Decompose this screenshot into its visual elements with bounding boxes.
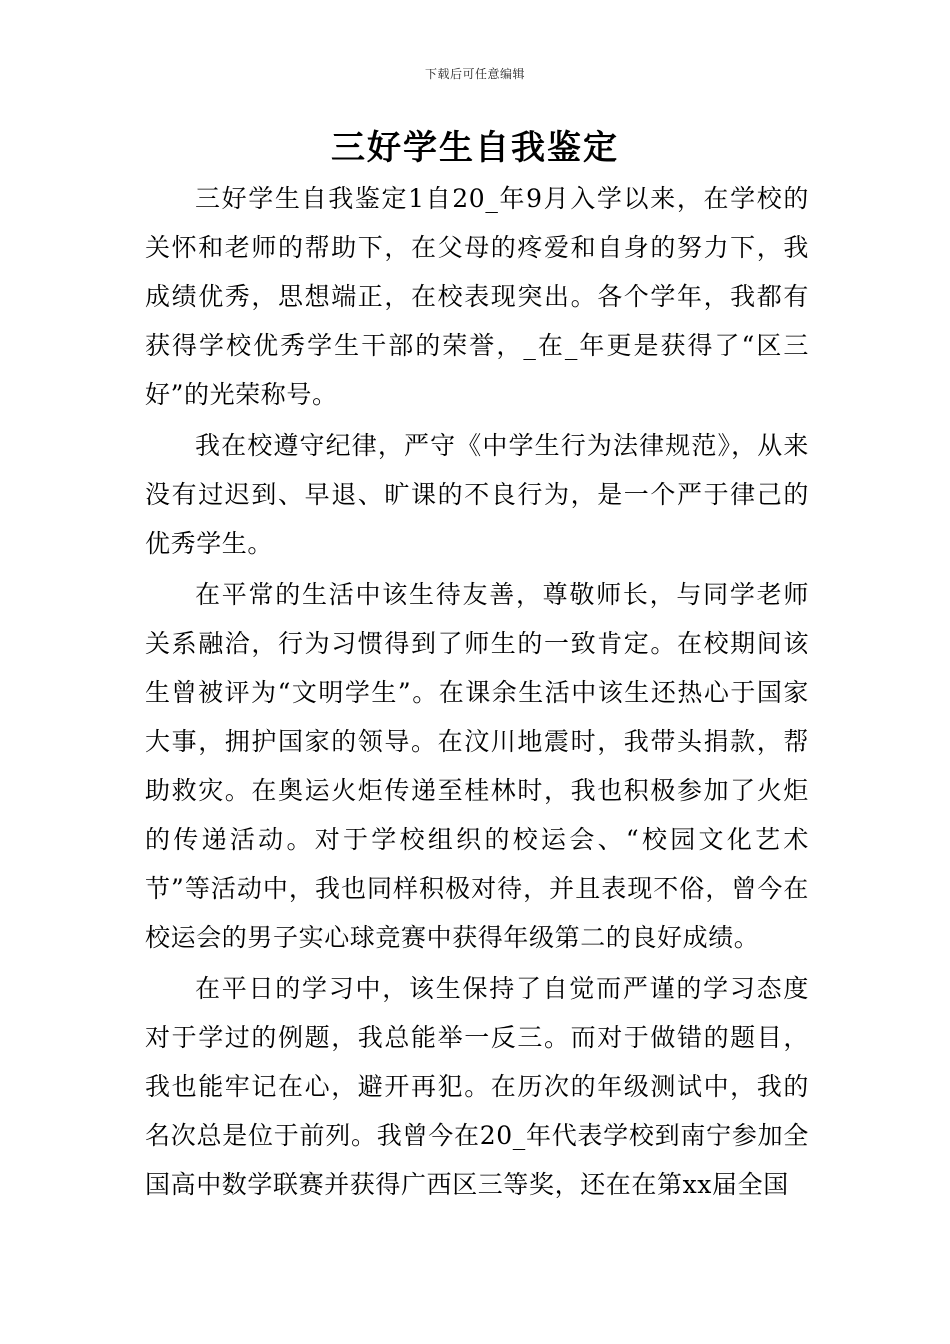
paragraph-4: 在平日的学习中，该生保持了自觉而严谨的学习态度对于学过的例题，我总能举一反三。而对于做错的题目，我也能牢记在心，避开再犯。在历次的年级测试中，我的名次总是位于前列。我曾今在20_年代表学校到南宁参加全国高中数学联赛并获得广西区三等奖，还在在第xx届全国: [145, 974, 809, 1199]
header-note: 下载后可任意编辑: [424, 67, 525, 81]
paragraph-2: 我在校遵守纪律，严守《中学生行为法律规范》，从来没有过迟到、早退、旷课的不良行为，是一个严于律己的优秀学生。: [145, 431, 809, 558]
paragraph-1: 三好学生自我鉴定1自20_年9月入学以来，在学校的关怀和老师的帮助下，在父母的疼爱和自身的努力下，我成绩优秀，思想端正，在校表现突出。各个学年，我都有获得学校优秀学生干部的荣誉，_在_年更是获得了“区三好”的光荣称号。: [145, 184, 809, 409]
document-title: 三好学生自我鉴定: [331, 128, 619, 168]
paragraph-3: 在平常的生活中该生待友善，尊敬师长，与同学老师关系融洽，行为习惯得到了师生的一致肯定。在校期间该生曾被评为“文明学生”。在课余生活中该生还热心于国家大事，拥护国家的领导。在汶川地震时，我带头捐款，帮助救灾。在奥运火炬传递至桂林时，我也积极参加了火炬的传递活动。对于学校组织的校运会、“校园文化艺术节”等活动中，我也同样积极对待，并且表现不俗，曾今在校运会的男子实心球竞赛中获得年级第二的良好成绩。: [145, 580, 809, 952]
document-body: [145, 174, 809, 1211]
